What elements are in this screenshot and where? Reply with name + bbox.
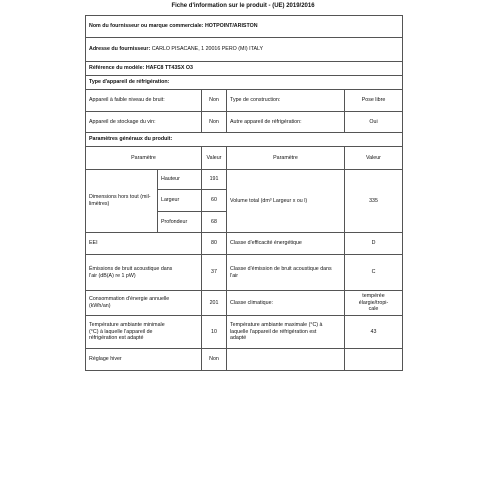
column-header-row — [86, 147, 403, 170]
eei-label — [86, 233, 202, 255]
value-column-header: Valeur — [202, 147, 227, 170]
appliance-type-heading: Type d'appareil de réfrigération: — [86, 76, 403, 90]
annual-energy-label-text: Consommation d'énergie annuelle (kWh/an) — [89, 296, 170, 309]
energy-consumption-row — [86, 291, 403, 316]
winter-row-empty-value — [345, 349, 403, 371]
max-temperature-value: 43 — [345, 316, 403, 349]
type-row-2 — [86, 112, 403, 133]
model-label: Référence du modèle: — [89, 65, 145, 72]
noise-emission-label — [86, 255, 202, 291]
dimension-depth-label: Profondeur — [158, 212, 202, 233]
climate-class-label-text: Classe climatique: — [230, 299, 273, 306]
noise-emission-value: 37 — [202, 255, 227, 291]
winter-row-empty-label — [227, 349, 345, 371]
supplier-name: Nom du fournisseur ou marque commerciale: HOTPOINT/ARISTON — [86, 16, 403, 38]
min-temperature-label-text: Température ambiante minimale (°C) à laquelle l'appareil de réfrigération est adapté — [89, 322, 165, 342]
dimension-width-label: Largeur — [158, 190, 202, 212]
model-reference-cell — [86, 62, 403, 76]
type-row-2-label2: Autre appareil de réfrigération: — [227, 112, 345, 133]
product-information-table — [85, 15, 403, 371]
noise-row — [86, 255, 403, 291]
dimensions-label — [86, 170, 158, 233]
energy-class-label-text: Classe d'efficacité énergétique — [230, 240, 302, 247]
sheet-title: Fiche d'information sur le produit - (UE) 2019/2016 — [171, 3, 315, 9]
climate-class-value-text: tempérée élargie/tropi- cale — [358, 293, 389, 313]
type-row-2-label: Appareil de stockage du vin: — [86, 112, 202, 133]
energy-class-label — [227, 233, 345, 255]
type-row-2-value2: Oui — [345, 112, 403, 133]
winter-setting-row — [86, 349, 403, 371]
min-temperature-label — [86, 316, 202, 349]
min-temperature-value: 10 — [202, 316, 227, 349]
dimension-height-value: 191 — [202, 170, 227, 190]
total-volume-value: 335 — [345, 170, 403, 233]
address-row — [86, 38, 403, 62]
dimension-depth-value: 68 — [202, 212, 227, 233]
param2-column-header: Paramètre — [227, 147, 345, 170]
param-column-header: Paramètre — [86, 147, 202, 170]
noise-class-value: C — [345, 255, 403, 291]
value2-column-header: Valeur — [345, 147, 403, 170]
noise-class-label-text: Classe d'émission de bruit acoustique dans l'air — [230, 265, 332, 279]
type-row-1-label: Appareil à faible niveau de bruit: — [86, 90, 202, 112]
climate-class-value — [345, 291, 403, 316]
address-label: Adresse du fournisseur: — [89, 46, 151, 53]
eei-value: 80 — [202, 233, 227, 255]
total-volume-label: Volume total (dm³ Largeur x ou l) — [227, 170, 345, 233]
eei-label-text: EEI — [89, 240, 98, 247]
dimensions-label-text: Dimensions hors tout (mil- limètres) — [89, 194, 151, 207]
appliance-type-heading-row — [86, 76, 403, 90]
max-temperature-label — [227, 316, 345, 349]
dimension-row-height — [86, 170, 403, 190]
annual-energy-label — [86, 291, 202, 316]
annual-energy-value: 201 — [202, 291, 227, 316]
general-parameters-heading: Paramètres généraux du produit: — [86, 133, 403, 147]
climate-class-label — [227, 291, 345, 316]
type-row-1-value2: Pose libre — [345, 90, 403, 112]
model-value: HAFC8 TT43SX O3 — [144, 65, 193, 72]
type-row-1 — [86, 90, 403, 112]
noise-class-label — [227, 255, 345, 291]
general-heading-row — [86, 133, 403, 147]
model-row — [86, 62, 403, 76]
noise-emission-label-text: Émissions de bruit acoustique dans l'air (dB(A) re 1 pW) — [89, 265, 173, 279]
winter-setting-label: Réglage hiver — [86, 349, 202, 371]
dimension-height-label: Hauteur — [158, 170, 202, 190]
type-row-1-label2: Type de construction: — [227, 90, 345, 112]
winter-setting-value: Non — [202, 349, 227, 371]
supplier-row — [86, 16, 403, 38]
address-value: CARLO PISACANE, 1 20016 PERO (MI) ITALY — [150, 46, 264, 53]
supplier-address-cell — [86, 38, 403, 62]
max-temperature-label-text: Température ambiante maximale (°C) à laquelle l'appareil de réfrigération est adapté — [230, 322, 323, 342]
ambient-temperature-row — [86, 316, 403, 349]
eei-row — [86, 233, 403, 255]
type-row-1-value: Non — [202, 90, 227, 112]
energy-class-value: D — [345, 233, 403, 255]
type-row-2-value: Non — [202, 112, 227, 133]
dimension-width-value: 60 — [202, 190, 227, 212]
